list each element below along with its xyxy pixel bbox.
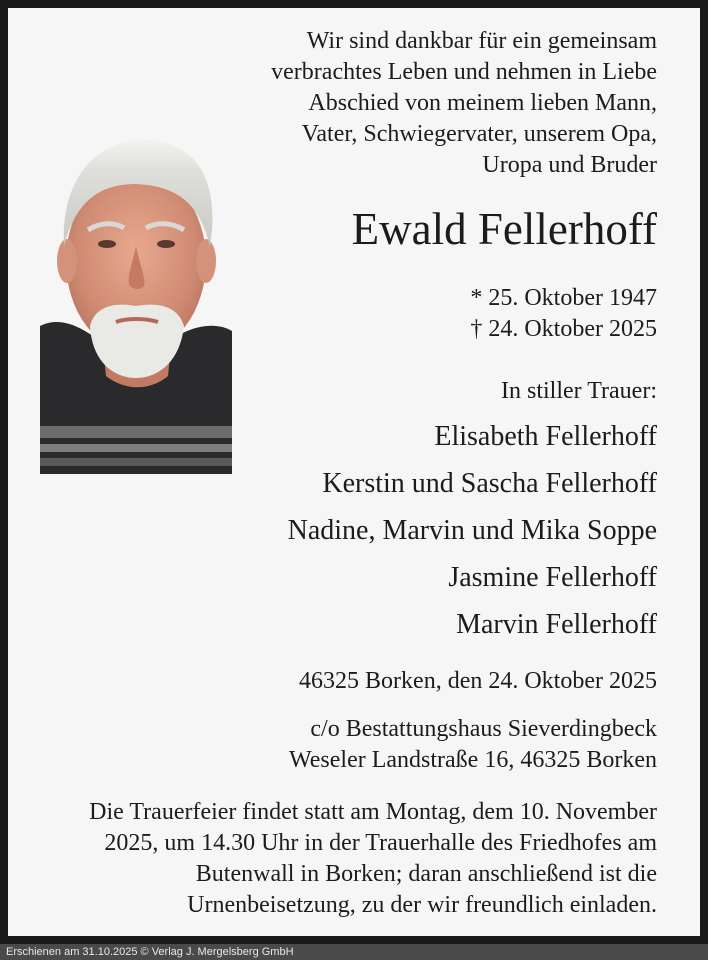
address-line: Weseler Landstraße 16, 46325 Borken: [289, 747, 657, 773]
intro-line: Wir sind dankbar für ein gemeinsam: [306, 28, 657, 54]
ceremony-line: Urnenbeisetzung, zu der wir freundlich einladen.: [187, 892, 657, 918]
ceremony-text: [89, 797, 657, 921]
mourners-list: [288, 413, 657, 648]
ceremony-line: Butenwall in Borken; daran anschließend ist die: [195, 861, 657, 887]
intro-line: Uropa und Bruder: [482, 152, 657, 178]
publication-footer: Erschienen am 31.10.2025 © Verlag J. Mergelsberg GmbH: [0, 944, 708, 960]
portrait-photo: [40, 126, 232, 474]
ceremony-line: Die Trauerfeier findet statt am Montag, dem 10. November: [89, 799, 657, 825]
intro-line: Vater, Schwiegervater, unserem Opa,: [301, 121, 657, 147]
mourner-name: Kerstin und Sascha Fellerhoff: [322, 468, 657, 499]
mourner-name: Jasmine Fellerhoff: [448, 562, 657, 593]
mourner-name: Marvin Fellerhoff: [456, 609, 657, 640]
mourner-name: Elisabeth Fellerhoff: [434, 421, 657, 452]
mourning-heading: In stiller Trauer:: [501, 378, 657, 404]
life-dates: [470, 283, 657, 345]
intro-line: Abschied von meinem lieben Mann,: [308, 90, 657, 116]
intro-line: verbrachtes Leben und nehmen in Liebe: [271, 59, 657, 85]
funeral-home-address: [289, 714, 657, 776]
birth-date: * 25. Oktober 1947: [470, 285, 657, 311]
place-date: 46325 Borken, den 24. Oktober 2025: [299, 668, 657, 694]
deceased-name: Ewald Fellerhoff: [351, 204, 657, 254]
intro-text: [271, 26, 657, 181]
mourner-name: Nadine, Marvin und Mika Soppe: [287, 515, 657, 546]
death-date: † 24. Oktober 2025: [470, 316, 657, 342]
address-line: c/o Bestattungshaus Sieverdingbeck: [310, 716, 657, 742]
obituary-notice: [8, 8, 700, 936]
ceremony-line: 2025, um 14.30 Uhr in der Trauerhalle des Friedhofes am: [104, 830, 657, 856]
